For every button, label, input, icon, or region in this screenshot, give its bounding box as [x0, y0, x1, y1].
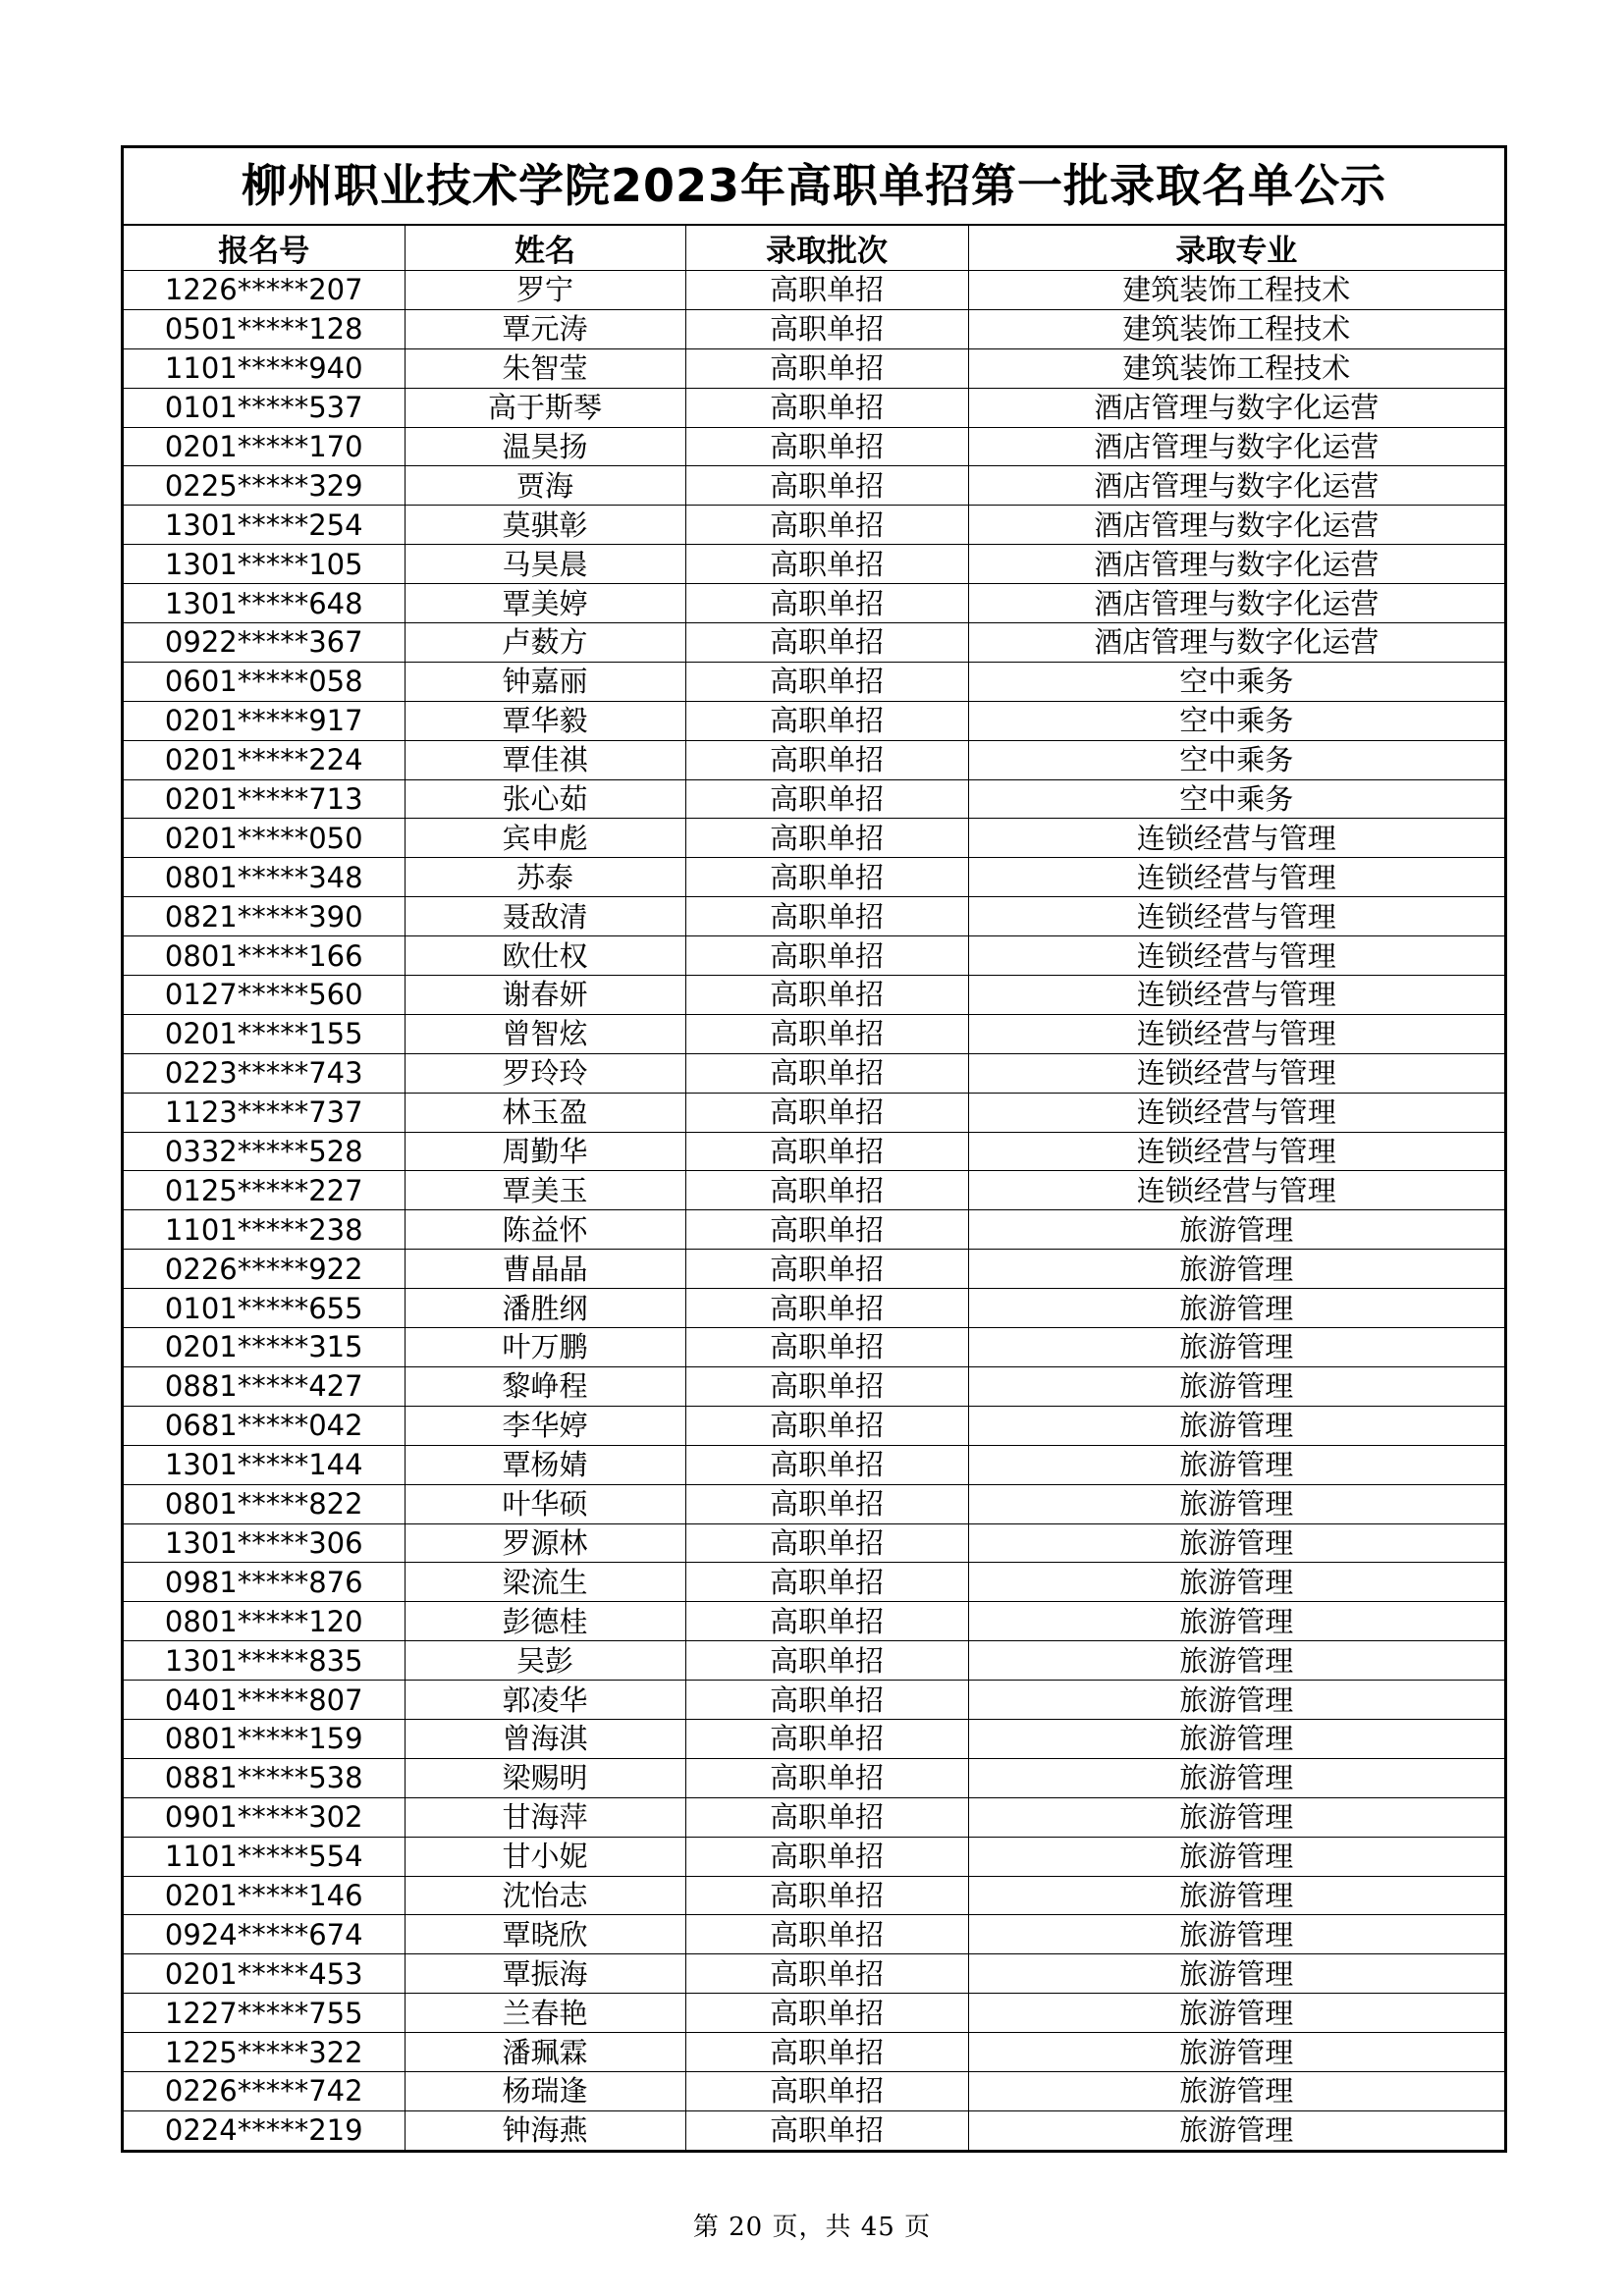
table-row	[124, 2071, 1504, 2110]
document-title: 柳州职业技术学院2023年高职单招第一批录取名单公示	[124, 148, 1504, 226]
name-cell: 苏泰	[405, 858, 685, 897]
batch-cell: 高职单招	[685, 1523, 968, 1563]
registration-no-cell: 0881*****538	[124, 1758, 405, 1797]
table-row	[124, 388, 1504, 427]
batch-cell: 高职单招	[685, 309, 968, 348]
registration-no-cell: 0821*****390	[124, 897, 405, 936]
batch-cell: 高职单招	[685, 427, 968, 466]
table-row	[124, 779, 1504, 819]
major-cell: 旅游管理	[968, 2033, 1504, 2072]
table-row	[124, 1093, 1504, 1132]
table-row	[124, 1014, 1504, 1053]
major-cell: 连锁经营与管理	[968, 1093, 1504, 1132]
name-cell: 彭德桂	[405, 1602, 685, 1641]
column-header-batch: 录取批次	[685, 226, 968, 271]
name-cell: 吴彭	[405, 1641, 685, 1681]
batch-cell: 高职单招	[685, 819, 968, 858]
table-row	[124, 1484, 1504, 1523]
table-row	[124, 506, 1504, 545]
table-row	[124, 1366, 1504, 1406]
registration-no-cell: 0401*****807	[124, 1681, 405, 1720]
registration-no-cell: 0501*****128	[124, 309, 405, 348]
name-cell: 杨瑞逢	[405, 2071, 685, 2110]
page-footer: 第 20 页，共 45 页	[692, 2213, 932, 2242]
name-cell: 覃杨婧	[405, 1445, 685, 1484]
registration-no-cell: 0225*****329	[124, 466, 405, 506]
name-cell: 甘海萍	[405, 1797, 685, 1837]
major-cell: 旅游管理	[968, 1445, 1504, 1484]
major-cell: 旅游管理	[968, 1250, 1504, 1289]
name-cell: 罗源林	[405, 1523, 685, 1563]
name-cell: 沈怡志	[405, 1876, 685, 1915]
table-row	[124, 309, 1504, 348]
name-cell: 贾海	[405, 466, 685, 506]
batch-cell: 高职单招	[685, 897, 968, 936]
major-cell: 酒店管理与数字化运营	[968, 584, 1504, 623]
batch-cell: 高职单招	[685, 858, 968, 897]
major-cell: 空中乘务	[968, 740, 1504, 779]
batch-cell: 高职单招	[685, 1602, 968, 1641]
batch-cell: 高职单招	[685, 348, 968, 388]
major-cell: 连锁经营与管理	[968, 976, 1504, 1015]
registration-no-cell: 1301*****306	[124, 1523, 405, 1563]
name-cell: 叶万鹏	[405, 1328, 685, 1367]
name-cell: 莫骐彰	[405, 506, 685, 545]
registration-no-cell: 0127*****560	[124, 976, 405, 1015]
registration-no-cell: 1301*****254	[124, 506, 405, 545]
table-row	[124, 662, 1504, 701]
table-row	[124, 1719, 1504, 1758]
name-cell: 覃佳祺	[405, 740, 685, 779]
major-cell: 连锁经营与管理	[968, 858, 1504, 897]
batch-cell: 高职单招	[685, 545, 968, 584]
registration-no-cell: 0901*****302	[124, 1797, 405, 1837]
table-row	[124, 623, 1504, 663]
table-row	[124, 2033, 1504, 2072]
registration-no-cell: 0101*****537	[124, 388, 405, 427]
batch-cell: 高职单招	[685, 701, 968, 740]
table-row	[124, 1053, 1504, 1093]
major-cell: 旅游管理	[968, 1681, 1504, 1720]
table-row	[124, 1797, 1504, 1837]
batch-cell: 高职单招	[685, 740, 968, 779]
name-cell: 曹晶晶	[405, 1250, 685, 1289]
name-cell: 李华婷	[405, 1406, 685, 1445]
registration-no-cell: 0223*****743	[124, 1053, 405, 1093]
name-cell: 朱智莹	[405, 348, 685, 388]
name-cell: 曾海淇	[405, 1719, 685, 1758]
name-cell: 罗玲玲	[405, 1053, 685, 1093]
table-row	[124, 1210, 1504, 1250]
batch-cell: 高职单招	[685, 1876, 968, 1915]
major-cell: 旅游管理	[968, 1366, 1504, 1406]
name-cell: 覃华毅	[405, 701, 685, 740]
name-cell: 欧仕权	[405, 936, 685, 976]
batch-cell: 高职单招	[685, 2110, 968, 2149]
registration-no-cell: 1301*****648	[124, 584, 405, 623]
batch-cell: 高职单招	[685, 1484, 968, 1523]
table-row	[124, 2110, 1504, 2149]
registration-no-cell: 0681*****042	[124, 1406, 405, 1445]
table-row	[124, 1445, 1504, 1484]
registration-no-cell: 0226*****742	[124, 2071, 405, 2110]
major-cell: 酒店管理与数字化运营	[968, 388, 1504, 427]
major-cell: 旅游管理	[968, 1719, 1504, 1758]
registration-no-cell: 0101*****655	[124, 1289, 405, 1328]
major-cell: 旅游管理	[968, 1563, 1504, 1602]
major-cell: 酒店管理与数字化运营	[968, 545, 1504, 584]
table-row	[124, 1171, 1504, 1210]
table-row	[124, 271, 1504, 310]
registration-no-cell: 1225*****322	[124, 2033, 405, 2072]
table-row	[124, 545, 1504, 584]
major-cell: 酒店管理与数字化运营	[968, 506, 1504, 545]
batch-cell: 高职单招	[685, 623, 968, 663]
batch-cell: 高职单招	[685, 1445, 968, 1484]
registration-no-cell: 0981*****876	[124, 1563, 405, 1602]
table-row	[124, 348, 1504, 388]
registration-no-cell: 1227*****755	[124, 1994, 405, 2033]
name-cell: 梁赐明	[405, 1758, 685, 1797]
name-cell: 林玉盈	[405, 1093, 685, 1132]
batch-cell: 高职单招	[685, 584, 968, 623]
table-row	[124, 1681, 1504, 1720]
name-cell: 梁流生	[405, 1563, 685, 1602]
batch-cell: 高职单招	[685, 1406, 968, 1445]
table-row	[124, 976, 1504, 1015]
name-cell: 马昊晨	[405, 545, 685, 584]
registration-no-cell: 0801*****348	[124, 858, 405, 897]
name-cell: 罗宁	[405, 271, 685, 310]
batch-cell: 高职单招	[685, 936, 968, 976]
major-cell: 连锁经营与管理	[968, 897, 1504, 936]
registration-no-cell: 0201*****224	[124, 740, 405, 779]
name-cell: 卢薮方	[405, 623, 685, 663]
table-row	[124, 1523, 1504, 1563]
table-row	[124, 1641, 1504, 1681]
table-row	[124, 701, 1504, 740]
name-cell: 覃美玉	[405, 1171, 685, 1210]
batch-cell: 高职单招	[685, 1210, 968, 1250]
name-cell: 覃美婷	[405, 584, 685, 623]
table-row	[124, 1758, 1504, 1797]
table-body	[124, 271, 1504, 2150]
registration-no-cell: 0201*****155	[124, 1014, 405, 1053]
table-row	[124, 1250, 1504, 1289]
batch-cell: 高职单招	[685, 1132, 968, 1171]
registration-no-cell: 0224*****219	[124, 2110, 405, 2149]
name-cell: 曾智炫	[405, 1014, 685, 1053]
registration-no-cell: 0801*****166	[124, 936, 405, 976]
major-cell: 旅游管理	[968, 1797, 1504, 1837]
batch-cell: 高职单招	[685, 1014, 968, 1053]
batch-cell: 高职单招	[685, 1994, 968, 2033]
name-cell: 叶华硕	[405, 1484, 685, 1523]
registration-no-cell: 1226*****207	[124, 271, 405, 310]
table-row	[124, 466, 1504, 506]
batch-cell: 高职单招	[685, 1563, 968, 1602]
batch-cell: 高职单招	[685, 466, 968, 506]
table-row	[124, 1132, 1504, 1171]
registration-no-cell: 0201*****146	[124, 1876, 405, 1915]
major-cell: 连锁经营与管理	[968, 1053, 1504, 1093]
batch-cell: 高职单招	[685, 1641, 968, 1681]
registration-no-cell: 1301*****144	[124, 1445, 405, 1484]
table-row	[124, 427, 1504, 466]
registration-no-cell: 0201*****453	[124, 1954, 405, 1994]
major-cell: 旅游管理	[968, 1210, 1504, 1250]
major-cell: 空中乘务	[968, 779, 1504, 819]
table-row	[124, 819, 1504, 858]
registration-no-cell: 1301*****835	[124, 1641, 405, 1681]
batch-cell: 高职单招	[685, 1250, 968, 1289]
name-cell: 周勤华	[405, 1132, 685, 1171]
batch-cell: 高职单招	[685, 662, 968, 701]
table-row	[124, 1406, 1504, 1445]
table-row	[124, 1328, 1504, 1367]
major-cell: 建筑装饰工程技术	[968, 348, 1504, 388]
registration-no-cell: 0801*****159	[124, 1719, 405, 1758]
registration-no-cell: 1123*****737	[124, 1093, 405, 1132]
major-cell: 酒店管理与数字化运营	[968, 623, 1504, 663]
major-cell: 旅游管理	[968, 1954, 1504, 1994]
major-cell: 旅游管理	[968, 2071, 1504, 2110]
table-row	[124, 936, 1504, 976]
major-cell: 旅游管理	[968, 1915, 1504, 1954]
batch-cell: 高职单招	[685, 1366, 968, 1406]
registration-no-cell: 0801*****822	[124, 1484, 405, 1523]
batch-cell: 高职单招	[685, 1053, 968, 1093]
major-cell: 旅游管理	[968, 2110, 1504, 2149]
major-cell: 旅游管理	[968, 1876, 1504, 1915]
table-row	[124, 1994, 1504, 2033]
major-cell: 建筑装饰工程技术	[968, 309, 1504, 348]
name-cell: 甘小妮	[405, 1837, 685, 1876]
major-cell: 旅游管理	[968, 1758, 1504, 1797]
table-row	[124, 897, 1504, 936]
batch-cell: 高职单招	[685, 1758, 968, 1797]
major-cell: 旅游管理	[968, 1289, 1504, 1328]
major-cell: 旅游管理	[968, 1837, 1504, 1876]
table-row	[124, 1602, 1504, 1641]
batch-cell: 高职单招	[685, 1954, 968, 1994]
name-cell: 陈益怀	[405, 1210, 685, 1250]
batch-cell: 高职单招	[685, 1093, 968, 1132]
registration-no-cell: 0922*****367	[124, 623, 405, 663]
batch-cell: 高职单招	[685, 1719, 968, 1758]
major-cell: 建筑装饰工程技术	[968, 271, 1504, 310]
registration-no-cell: 0332*****528	[124, 1132, 405, 1171]
major-cell: 旅游管理	[968, 1602, 1504, 1641]
major-cell: 酒店管理与数字化运营	[968, 466, 1504, 506]
name-cell: 覃晓欣	[405, 1915, 685, 1954]
table-row	[124, 1915, 1504, 1954]
table-row	[124, 1876, 1504, 1915]
registration-no-cell: 0201*****713	[124, 779, 405, 819]
column-header-name: 姓名	[405, 226, 685, 271]
registration-no-cell: 0125*****227	[124, 1171, 405, 1210]
batch-cell: 高职单招	[685, 1171, 968, 1210]
name-cell: 高于斯琴	[405, 388, 685, 427]
registration-no-cell: 1101*****554	[124, 1837, 405, 1876]
registration-no-cell: 0924*****674	[124, 1915, 405, 1954]
name-cell: 聂敌清	[405, 897, 685, 936]
registration-no-cell: 0601*****058	[124, 662, 405, 701]
batch-cell: 高职单招	[685, 388, 968, 427]
registration-no-cell: 0201*****170	[124, 427, 405, 466]
table-row	[124, 1563, 1504, 1602]
major-cell: 连锁经营与管理	[968, 1171, 1504, 1210]
table-row	[124, 858, 1504, 897]
batch-cell: 高职单招	[685, 976, 968, 1015]
table-row	[124, 740, 1504, 779]
major-cell: 旅游管理	[968, 1484, 1504, 1523]
batch-cell: 高职单招	[685, 271, 968, 310]
batch-cell: 高职单招	[685, 1797, 968, 1837]
name-cell: 谢春妍	[405, 976, 685, 1015]
registration-no-cell: 1301*****105	[124, 545, 405, 584]
name-cell: 温昊扬	[405, 427, 685, 466]
registration-no-cell: 0201*****050	[124, 819, 405, 858]
registration-no-cell: 0801*****120	[124, 1602, 405, 1641]
registration-no-cell: 1101*****940	[124, 348, 405, 388]
name-cell: 张心茹	[405, 779, 685, 819]
batch-cell: 高职单招	[685, 1915, 968, 1954]
name-cell: 宾申彪	[405, 819, 685, 858]
admission-table	[124, 226, 1504, 2150]
registration-no-cell: 0201*****315	[124, 1328, 405, 1367]
major-cell: 连锁经营与管理	[968, 936, 1504, 976]
admission-list-document	[121, 145, 1507, 2153]
name-cell: 兰春艳	[405, 1994, 685, 2033]
major-cell: 酒店管理与数字化运营	[968, 427, 1504, 466]
name-cell: 覃振海	[405, 1954, 685, 1994]
name-cell: 钟嘉丽	[405, 662, 685, 701]
registration-no-cell: 1101*****238	[124, 1210, 405, 1250]
major-cell: 连锁经营与管理	[968, 1132, 1504, 1171]
batch-cell: 高职单招	[685, 779, 968, 819]
registration-no-cell: 0201*****917	[124, 701, 405, 740]
batch-cell: 高职单招	[685, 2033, 968, 2072]
major-cell: 连锁经营与管理	[968, 819, 1504, 858]
major-cell: 旅游管理	[968, 1328, 1504, 1367]
name-cell: 覃元涛	[405, 309, 685, 348]
registration-no-cell: 0226*****922	[124, 1250, 405, 1289]
major-cell: 连锁经营与管理	[968, 1014, 1504, 1053]
major-cell: 空中乘务	[968, 662, 1504, 701]
major-cell: 旅游管理	[968, 1523, 1504, 1563]
column-header-major: 录取专业	[968, 226, 1504, 271]
name-cell: 钟海燕	[405, 2110, 685, 2149]
name-cell: 潘珮霖	[405, 2033, 685, 2072]
batch-cell: 高职单招	[685, 1289, 968, 1328]
name-cell: 黎峥程	[405, 1366, 685, 1406]
batch-cell: 高职单招	[685, 1328, 968, 1367]
table-row	[124, 1954, 1504, 1994]
column-header-registration-no: 报名号	[124, 226, 405, 271]
major-cell: 旅游管理	[968, 1641, 1504, 1681]
name-cell: 郭凌华	[405, 1681, 685, 1720]
major-cell: 旅游管理	[968, 1406, 1504, 1445]
table-row	[124, 584, 1504, 623]
batch-cell: 高职单招	[685, 2071, 968, 2110]
table-row	[124, 1837, 1504, 1876]
batch-cell: 高职单招	[685, 1681, 968, 1720]
registration-no-cell: 0881*****427	[124, 1366, 405, 1406]
table-row	[124, 1289, 1504, 1328]
name-cell: 潘胜纲	[405, 1289, 685, 1328]
major-cell: 旅游管理	[968, 1994, 1504, 2033]
major-cell: 空中乘务	[968, 701, 1504, 740]
batch-cell: 高职单招	[685, 506, 968, 545]
table-header-row	[124, 226, 1504, 271]
batch-cell: 高职单招	[685, 1837, 968, 1876]
